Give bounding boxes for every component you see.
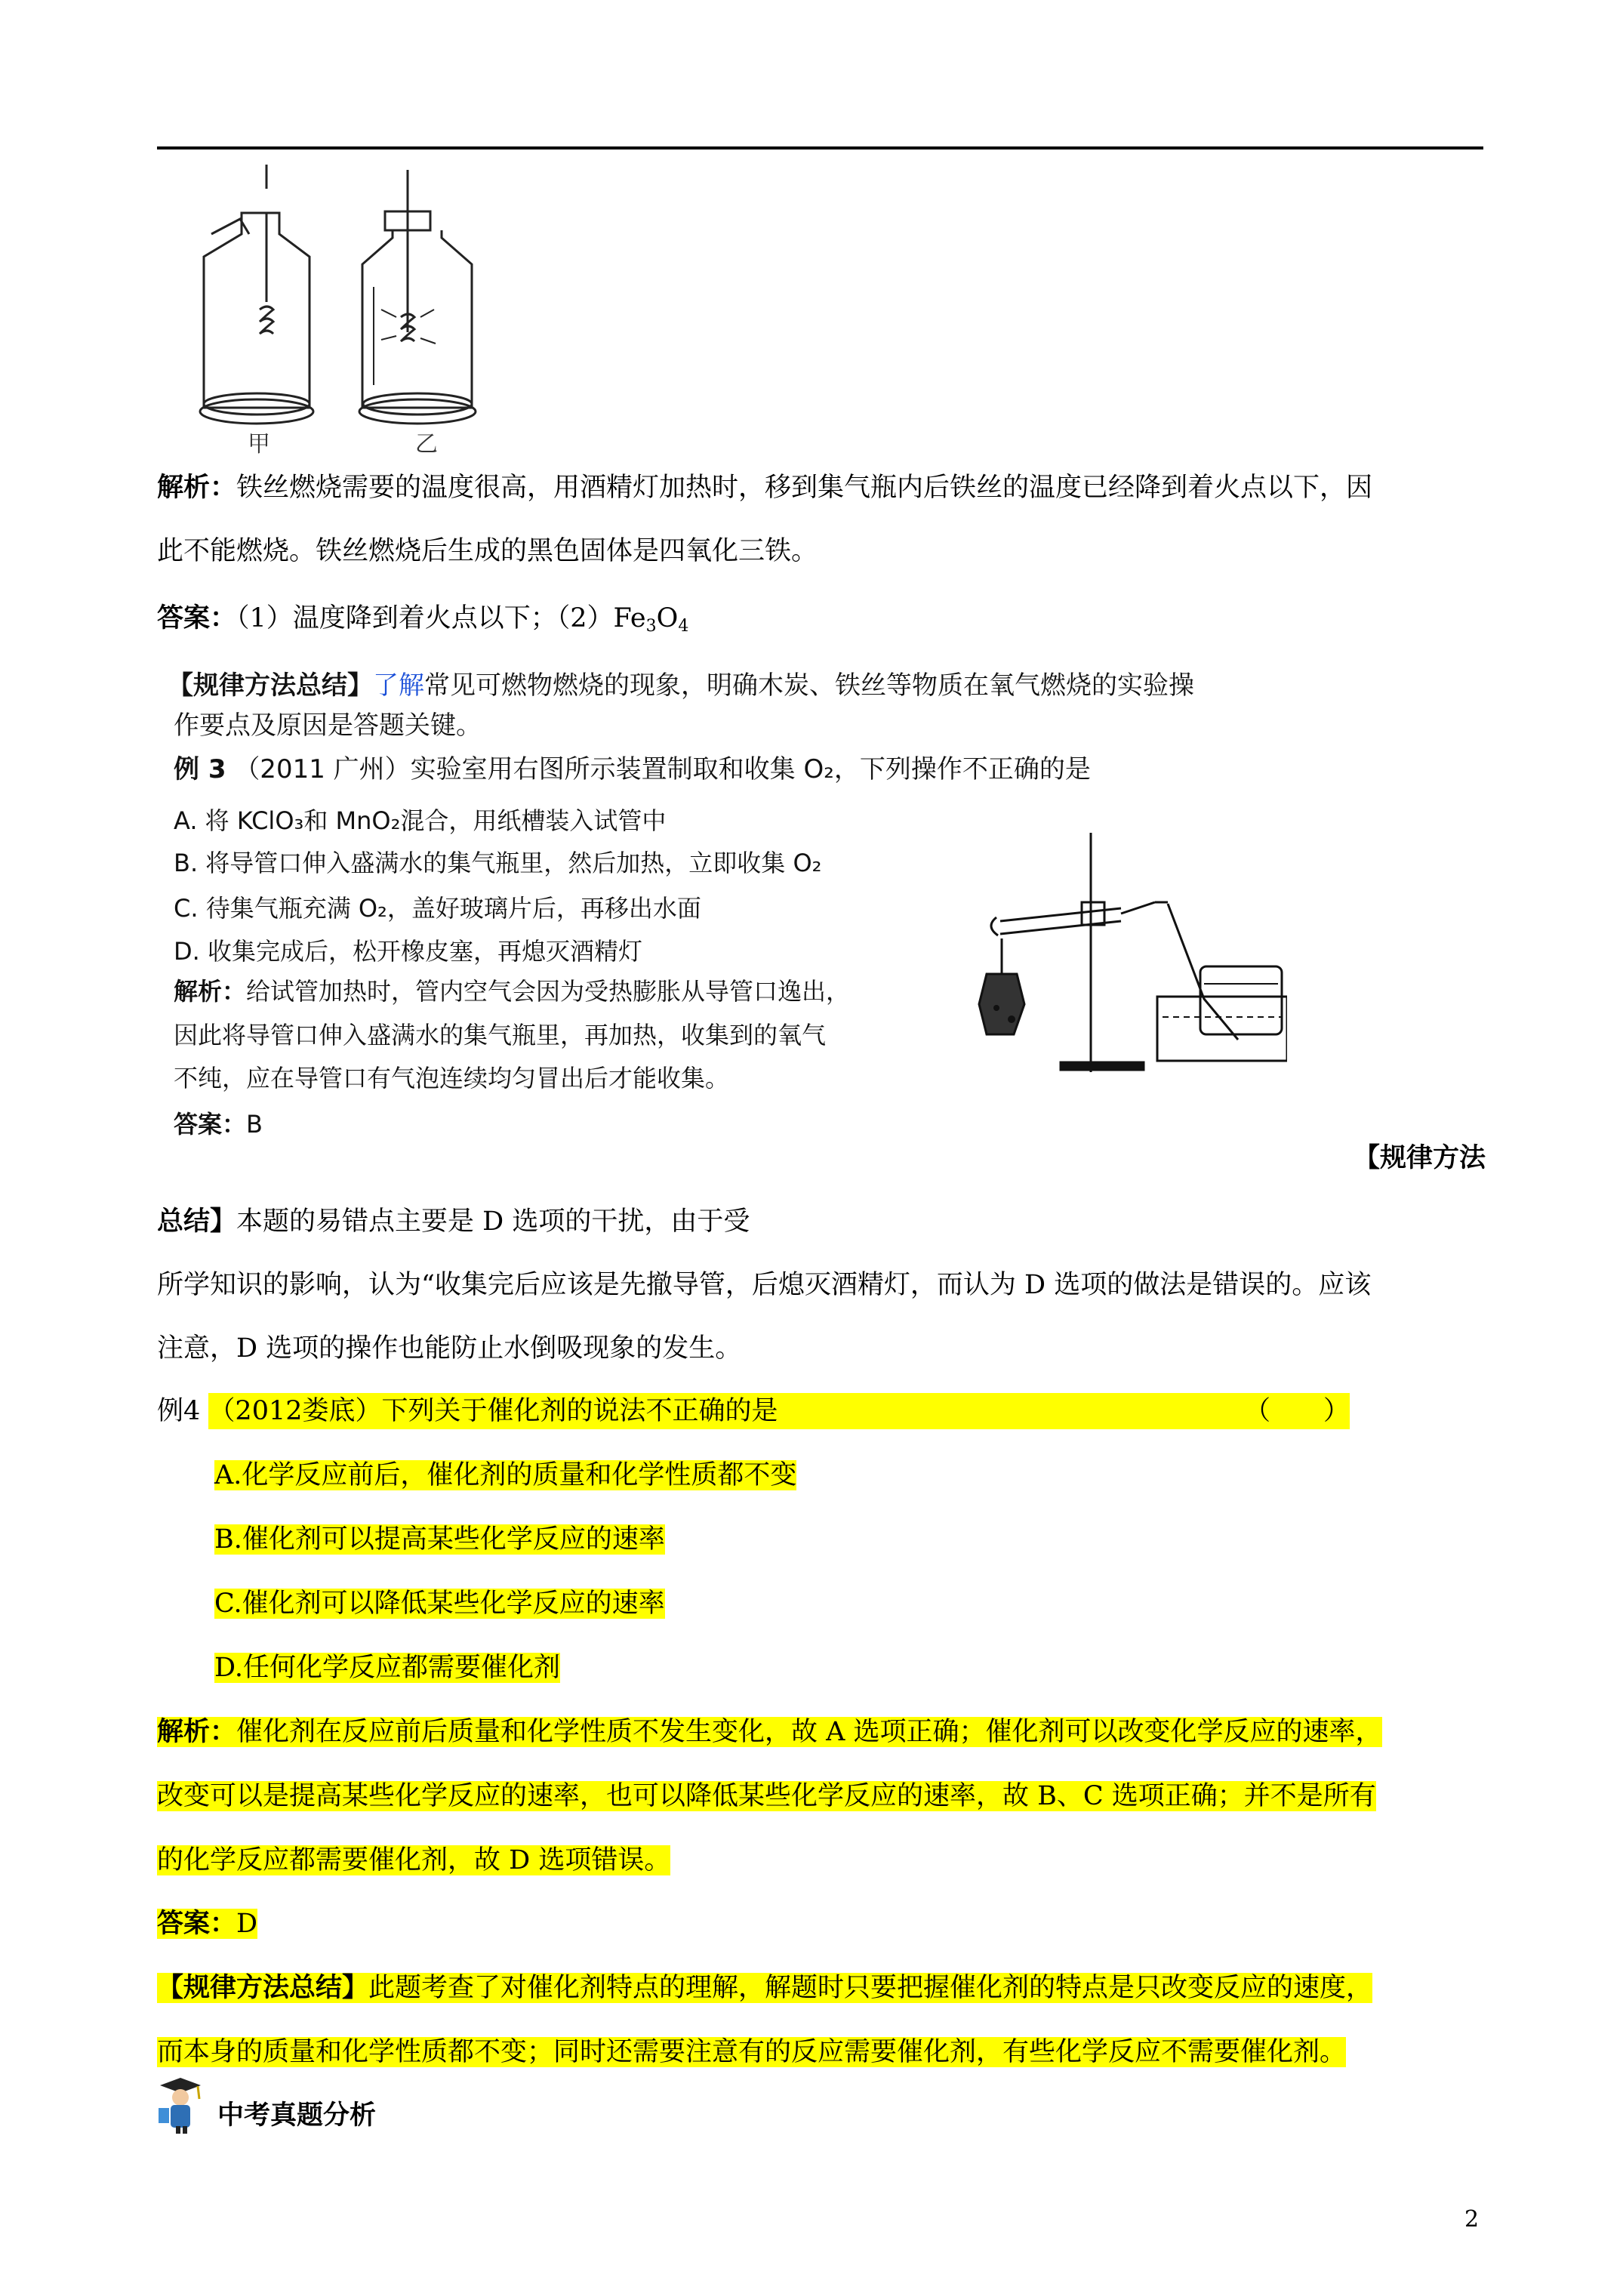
example4-option-d: D.任何化学反应都需要催化剂 <box>214 1653 560 1683</box>
example4-option-c: C.催化剂可以降低某些化学反应的速率 <box>214 1589 665 1619</box>
oxygen-apparatus-figure <box>970 819 1287 1076</box>
summary3-line3: 注意，D 选项的操作也能防止水倒吸现象的发生。 <box>157 1333 742 1364</box>
summary3-label-part1: 【规律方法 <box>1354 1142 1486 1173</box>
analysis1-line1: 解析：铁丝燃烧需要的温度很高，用酒精灯加热时，移到集气瓶内后铁丝的温度已经降到着火点以下，因 <box>157 472 1373 503</box>
teacher-icon <box>156 2075 205 2135</box>
scan-option-a: A. 将 KClO₃和 MnO₂混合，用纸槽装入试管中 <box>174 806 667 835</box>
example4-label: 例4 <box>157 1396 201 1426</box>
example4-question: 例4 （2012娄底）下列关于催化剂的说法不正确的是 （ ） <box>157 1393 1350 1429</box>
example4-analysis-line3: 的化学反应都需要催化剂，故 D 选项错误。 <box>157 1845 671 1875</box>
scan-summary-line2: 作要点及原因是答题关键。 <box>174 710 482 741</box>
figure-label-yi: 乙 <box>415 431 438 457</box>
page-number: 2 <box>1464 2206 1480 2233</box>
answer1: 答案：（1）温度降到着火点以下；$(2)Fe_3O_4$ <box>157 603 689 636</box>
example4-analysis-line2: 改变可以是提高某些化学反应的速率，也可以降低某些化学反应的速率，故 B、C 选项正确；并不是所有 <box>157 1781 1376 1811</box>
analysis1-label: 解析： <box>157 472 237 503</box>
scan-option-c: C. 待集气瓶充满 O₂，盖好玻璃片后，再移出水面 <box>174 894 701 923</box>
bottle-figure <box>181 159 513 457</box>
scan-option-d: D. 收集完成后，松开橡皮塞，再熄灭酒精灯 <box>174 937 642 966</box>
header-rule <box>157 146 1483 149</box>
analysis1-line2: 此不能燃烧。铁丝燃烧后生成的黑色固体是四氧化三铁。 <box>157 536 818 566</box>
scan-analysis-line1: 解析：给试管加热时，管内空气会因为受热膨胀从导管口逸出， <box>174 977 851 1006</box>
scan-example3: 例 3 （2011 广州）实验室用右图所示装置制取和收集 O₂，下列操作不正确的是 <box>174 754 1091 784</box>
summary3-line2: 所学知识的影响，认为“收集完后应该是先撤导管，后熄灭酒精灯，而认为 D 选项的做法是错误的。应该 <box>157 1270 1372 1300</box>
example4-option-b: B.催化剂可以提高某些化学反应的速率 <box>214 1524 665 1555</box>
example4-answer: 答案：D <box>157 1908 258 1939</box>
scan-analysis-line2: 因此将导管口伸入盛满水的集气瓶里，再加热，收集到的氧气 <box>174 1021 827 1049</box>
example4-summary-line1: 【规律方法总结】此题考查了对催化剂特点的理解，解题时只要把握催化剂的特点是只改变反应的速度， <box>157 1972 1373 2003</box>
scan-option-b: B. 将导管口伸入盛满水的集气瓶里，然后加热，立即收集 O₂ <box>174 849 822 877</box>
example4-analysis-line1: 解析：催化剂在反应前后质量和化学性质不发生变化，故 A 选项正确；催化剂可以改变化学反应的速率， <box>157 1716 1382 1747</box>
section-title: 中考真题分析 <box>217 2100 377 2131</box>
figure-label-jia: 甲 <box>248 431 270 457</box>
example4-option-a: A.化学反应前后，催化剂的质量和化学性质都不变 <box>214 1460 797 1490</box>
scan-summary-line1: 【规律方法总结】了解常见可燃物燃烧的现象，明确木炭、铁丝等物质在氧气燃烧的实验操 <box>168 670 1194 701</box>
summary3-line1: 总结】本题的易错点主要是 D 选项的干扰，由于受 <box>157 1206 750 1237</box>
scan-answer: 答案：B <box>174 1110 263 1139</box>
example4-summary-line2: 而本身的质量和化学性质都不变；同时还需要注意有的反应需要催化剂，有些化学反应不需要催化剂。 <box>157 2037 1347 2067</box>
scan-analysis-line3: 不纯，应在导管口有气泡连续均匀冒出后才能收集。 <box>174 1064 730 1093</box>
answer1-label: 答案： <box>157 603 237 633</box>
